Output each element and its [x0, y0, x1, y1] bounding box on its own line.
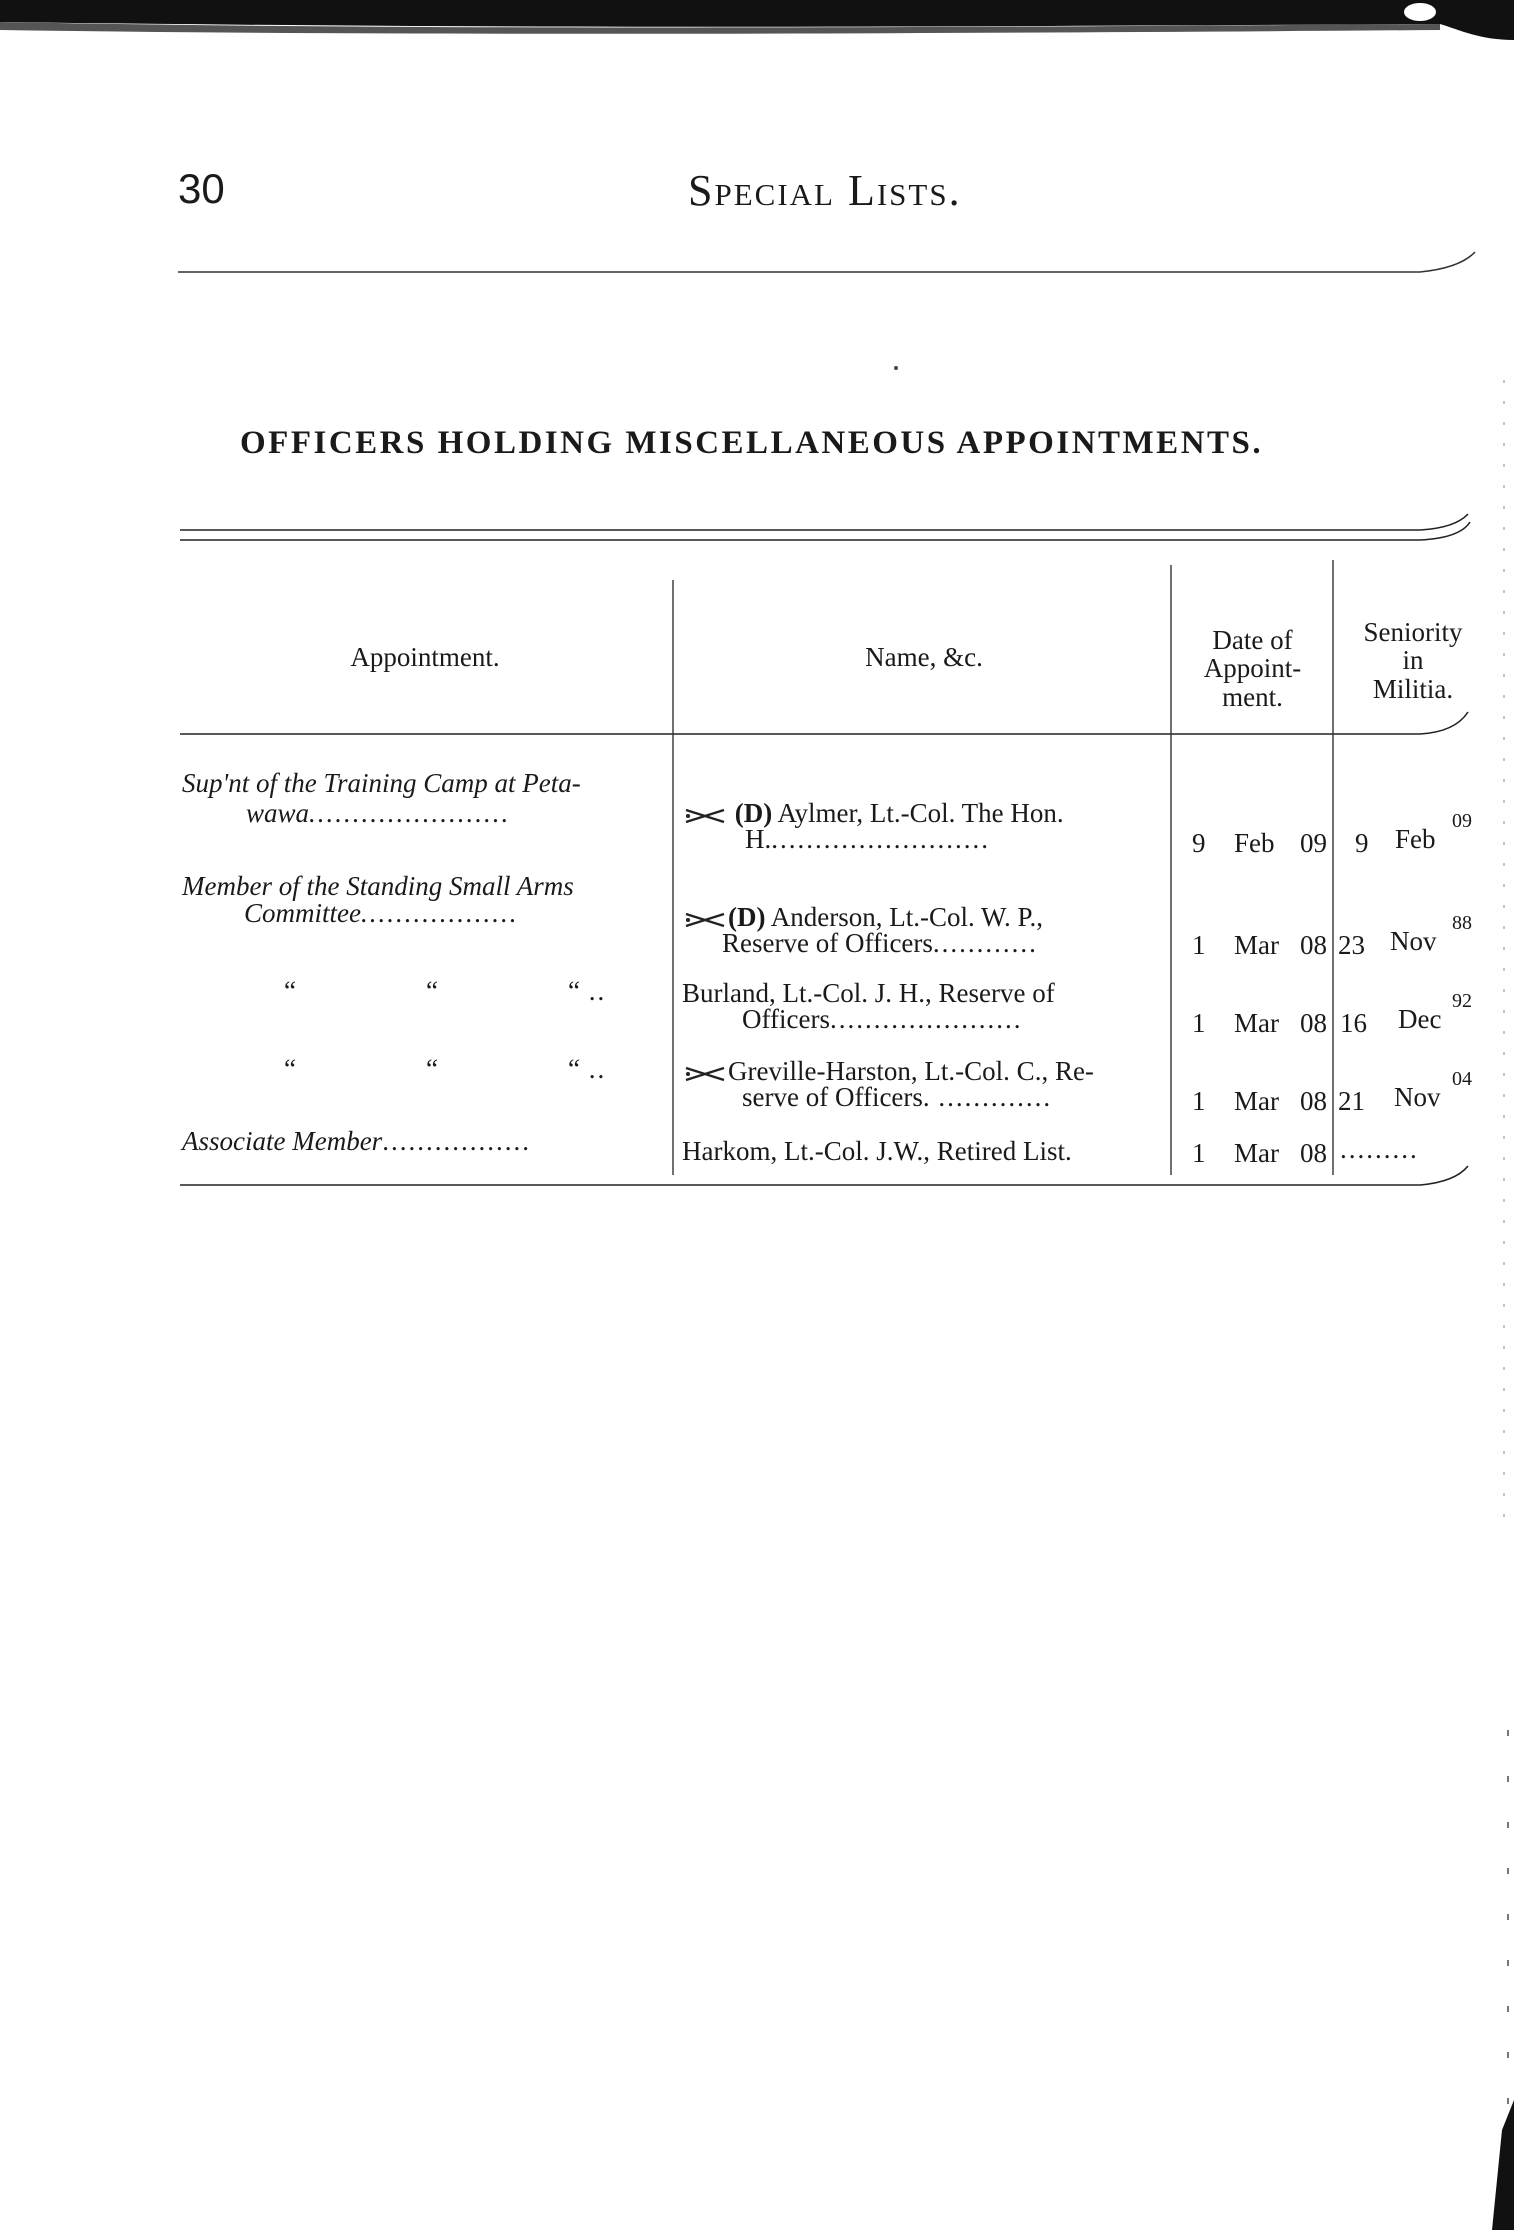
- name-text: Anderson, Lt.-Col. W. P.,: [770, 902, 1044, 932]
- col-header-appointment: Appointment.: [350, 642, 500, 672]
- table-row-4-appointment-ditto: “ “ “ ..: [284, 1054, 607, 1084]
- table-row-1-seniority-day: 9: [1355, 828, 1369, 858]
- ditto-mark: “: [425, 1054, 438, 1084]
- table-row-1-date-month: Feb: [1234, 828, 1275, 858]
- table-row-3-appointment-ditto: “ “ “ ..: [284, 976, 607, 1006]
- table-row-4-name-line2: serve of Officers. .............: [742, 1082, 1053, 1112]
- table-row-5-date-day: 1: [1192, 1138, 1206, 1168]
- table-row-4-name-line1: [684, 1058, 1094, 1084]
- crossed-swords-icon: [684, 910, 728, 930]
- table-row-1-appointment-line2: wawa.......................: [246, 798, 511, 828]
- col-header-date: [1175, 626, 1330, 711]
- table-row-4-seniority-day: 21: [1338, 1086, 1365, 1116]
- col-header-name: Name, &c.: [865, 642, 983, 672]
- distinction-mark: (D): [728, 902, 766, 932]
- running-head: Special Lists.: [688, 166, 962, 215]
- col-header-seniority: [1338, 618, 1488, 703]
- table-row-5-seniority-empty: .........: [1340, 1134, 1419, 1164]
- table-row-4-date-year: 08: [1300, 1086, 1327, 1116]
- table-row-2-appointment-line2: Committee..................: [244, 898, 519, 928]
- table-row-4-seniority-year: 04: [1452, 1068, 1472, 1090]
- table-row-2-seniority-month: Nov: [1390, 926, 1437, 956]
- table-row-5-appointment: Associate Member.................: [182, 1126, 531, 1156]
- ditto-mark: “: [567, 1054, 580, 1084]
- table-row-3-seniority-day: 16: [1340, 1008, 1367, 1038]
- table-row-3-name-line1: Burland, Lt.-Col. J. H., Reserve of: [682, 978, 1055, 1008]
- table-row-5-date-year: 08: [1300, 1138, 1327, 1168]
- table-row-4-seniority-month: Nov: [1394, 1082, 1441, 1112]
- crossed-swords-icon: [684, 806, 728, 826]
- col-header-seniority-line2: in: [1402, 645, 1424, 676]
- scan-top-edge: [0, 0, 1514, 42]
- col-header-date-line3: ment.: [1222, 681, 1283, 712]
- name-text: Aylmer, Lt.-Col. The Hon.: [777, 798, 1064, 828]
- table-row-5-name: Harkom, Lt.-Col. J.W., Retired List.: [682, 1136, 1072, 1166]
- table-row-4-date-month: Mar: [1234, 1086, 1279, 1116]
- table-row-2-name-line1: [684, 904, 1043, 930]
- col-header-seniority-line3: Militia.: [1372, 673, 1454, 704]
- table-row-3-name-line2: Officers......................: [742, 1004, 1023, 1034]
- name-text: H.: [745, 824, 772, 854]
- name-text: serve of Officers.: [742, 1082, 930, 1112]
- table-row-1-date-year: 09: [1300, 828, 1327, 858]
- table-row-3-date-day: 1: [1192, 1008, 1206, 1038]
- crossed-swords-icon: [684, 1064, 728, 1084]
- distinction-mark: (D): [734, 798, 773, 828]
- table-row-2-appointment-line1: Member of the Standing Small Arms: [182, 871, 574, 901]
- table-row-3-date-year: 08: [1300, 1008, 1327, 1038]
- name-text: Officers: [742, 1004, 830, 1034]
- page-number: 30: [178, 165, 225, 212]
- col-header-date-line2: Appoint-: [1203, 653, 1302, 684]
- table-row-2-seniority-day: 23: [1338, 930, 1365, 960]
- appointment-text: Associate Member: [182, 1126, 383, 1156]
- scan-right-edge: [1484, 230, 1514, 2230]
- ditto-mark: “: [425, 976, 438, 1006]
- table-row-4-date-day: 1: [1192, 1086, 1206, 1116]
- table-row-1-date-day: 9: [1192, 828, 1206, 858]
- appointment-text: wawa: [246, 798, 310, 828]
- table-row-1-seniority-year: 09: [1452, 810, 1472, 832]
- table-row-3-seniority-year: 92: [1452, 990, 1472, 1012]
- section-title: OFFICERS HOLDING MISCELLANEOUS APPOINTMENTS.: [240, 425, 1264, 461]
- table-row-2-date-year: 08: [1300, 930, 1327, 960]
- ditto-mark: “: [284, 976, 296, 1006]
- table-row-2-name-line2: Reserve of Officers............: [722, 928, 1038, 958]
- table-row-1-name-line2: H..........................: [745, 824, 990, 854]
- col-header-date-line1: Date of: [1212, 625, 1293, 655]
- appointment-text: Committee: [244, 898, 361, 928]
- table-row-1-name-line1: [684, 800, 1064, 826]
- table-row-3-date-month: Mar: [1234, 1008, 1279, 1038]
- table-row-2-seniority-year: 88: [1452, 912, 1472, 934]
- name-text: Reserve of Officers: [722, 928, 933, 958]
- table-row-1-seniority-month: Feb: [1395, 824, 1436, 854]
- table-row-5-date-month: Mar: [1234, 1138, 1279, 1168]
- ditto-mark: “: [284, 1054, 296, 1084]
- ditto-mark: “: [567, 976, 580, 1006]
- table-row-2-date-day: 1: [1192, 930, 1206, 960]
- table-row-1-appointment-line1: Sup'nt of the Training Camp at Peta-: [182, 768, 581, 798]
- name-text: Greville-Harston, Lt.-Col. C., Re-: [728, 1056, 1094, 1086]
- table-row-2-date-month: Mar: [1234, 930, 1279, 960]
- col-header-seniority-line1: Seniority: [1363, 617, 1463, 647]
- table-row-3-seniority-month: Dec: [1398, 1004, 1442, 1034]
